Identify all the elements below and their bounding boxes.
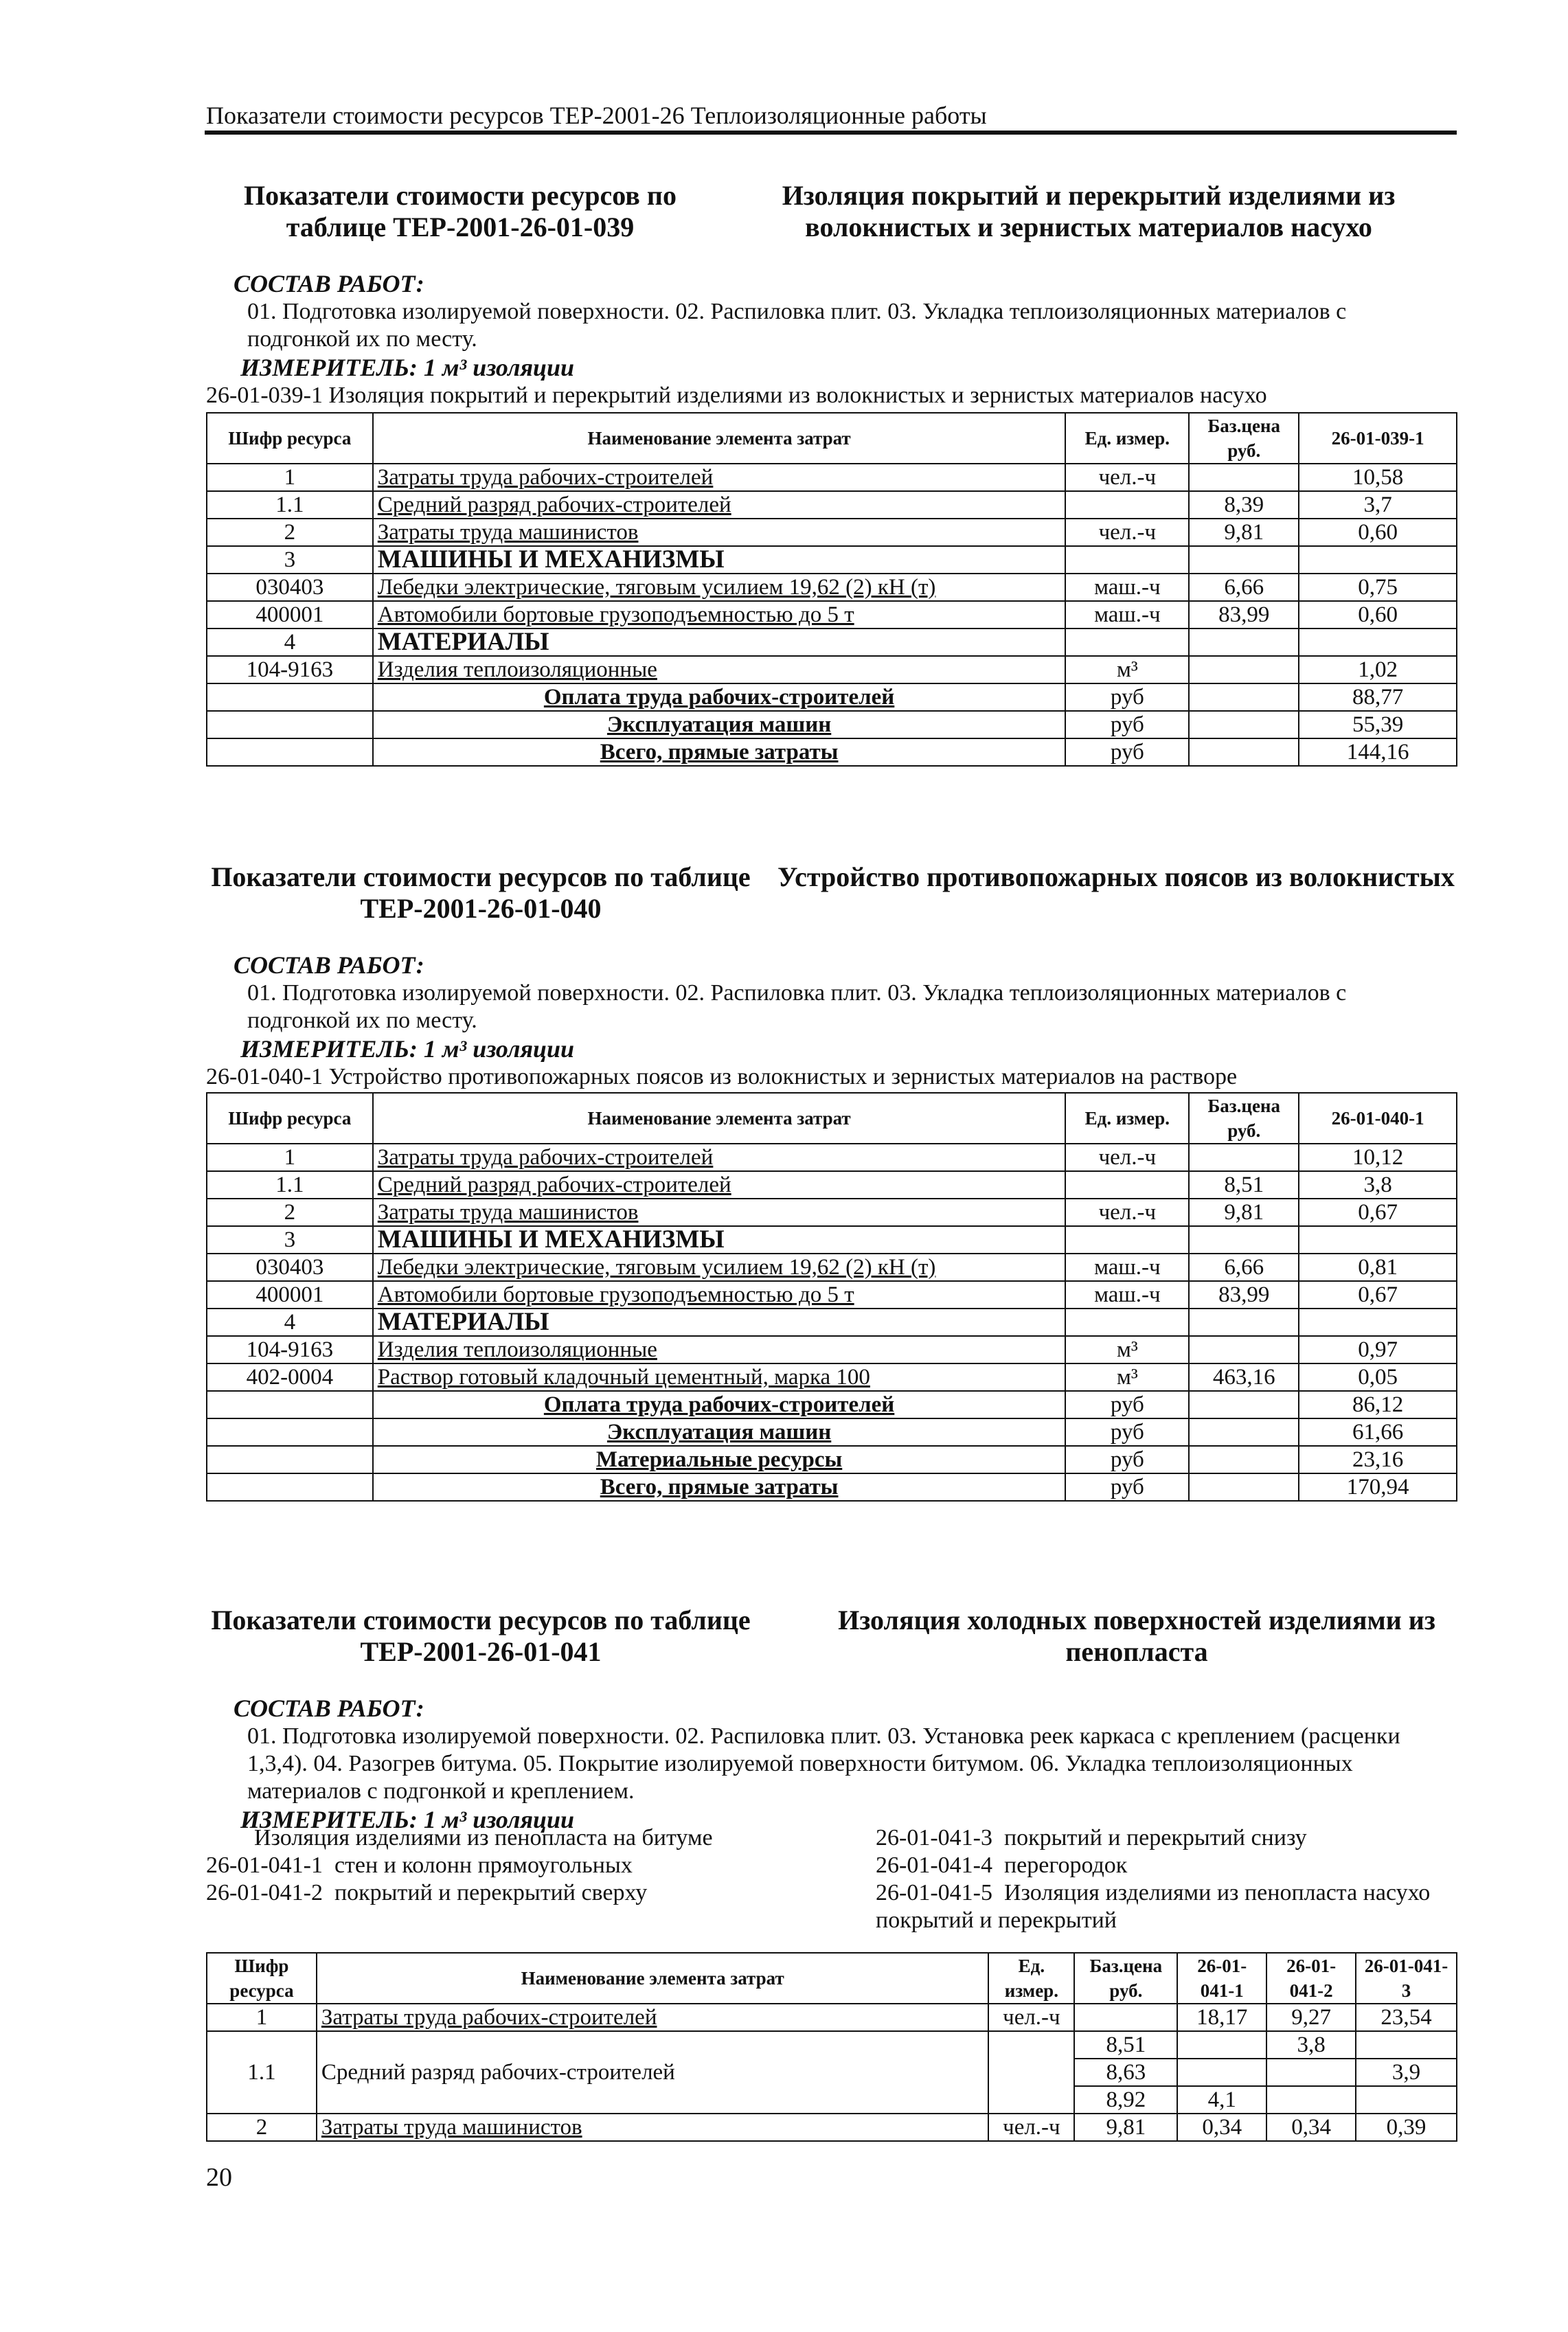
- cell-price: 6,66: [1189, 574, 1299, 601]
- section-041-work-label: СОСТАВ РАБОТ:: [234, 1695, 424, 1722]
- table-040-header-unit: Ед. измер.: [1065, 1093, 1189, 1144]
- cell-price: 463,16: [1189, 1363, 1299, 1391]
- total-name: Оплата труда рабочих-строителей: [373, 683, 1066, 711]
- cell-unit: [1065, 491, 1189, 519]
- table-row: [207, 1144, 1457, 1171]
- page-number: 20: [206, 2163, 232, 2192]
- table-row: [207, 601, 1457, 629]
- section-040-heading: [206, 861, 1456, 951]
- total-unit: руб: [1065, 1446, 1189, 1473]
- table-039: [206, 412, 1457, 767]
- cell-v3: 3,9: [1356, 2059, 1457, 2086]
- section-041-heading: [206, 1605, 1456, 1694]
- cell-name: МАШИНЫ И МЕХАНИЗМЫ: [373, 1226, 1066, 1254]
- cell-code: [207, 738, 373, 766]
- cell-code: 400001: [207, 601, 373, 629]
- list-code: 26-01-041-1: [206, 1853, 323, 1878]
- cell-unit: чел.-ч: [1065, 519, 1189, 546]
- cell-price: [1189, 1309, 1299, 1336]
- cell-price: [1189, 629, 1299, 656]
- cell-value: [1299, 629, 1457, 656]
- table-040-header-code: Шифр ресурса: [207, 1093, 373, 1144]
- total-row: [207, 1446, 1457, 1473]
- table-041: [206, 1952, 1457, 2142]
- total-unit: руб: [1065, 1418, 1189, 1446]
- total-unit: руб: [1065, 1391, 1189, 1418]
- section-041-list-right-2: [876, 1852, 1127, 1879]
- cell-v2: 0,34: [1266, 2114, 1356, 2141]
- table-row: [207, 2114, 1457, 2141]
- cell-code: 1.1: [207, 2031, 317, 2114]
- section-041-title-left: Показатели стоимости ресурсов по таблице ТЕР-2001-26-01-041: [211, 1605, 751, 1667]
- table-row: [207, 1336, 1457, 1363]
- cell-unit: чел.-ч: [988, 2004, 1074, 2031]
- cell-code: [207, 1446, 373, 1473]
- cell-v2: [1266, 2086, 1356, 2114]
- list-code: 26-01-041-3: [876, 1825, 992, 1850]
- cell-code: 3: [207, 1226, 373, 1254]
- section-041-list-right-1: [876, 1824, 1307, 1852]
- cell-v3: 23,54: [1356, 2004, 1457, 2031]
- section-040-title-left: Показатели стоимости ресурсов по таблице ТЕР-2001-26-01-040: [211, 861, 751, 924]
- total-name: Всего, прямые затраты: [373, 1473, 1066, 1501]
- cell-unit: м³: [1065, 1336, 1189, 1363]
- cell-value: 10,12: [1299, 1144, 1457, 1171]
- cell-code: [207, 1391, 373, 1418]
- section-041-work-text: 01. Подготовка изолируемой поверхности. 02. Распиловка плит. 03. Установка реек каркаса с креплением (расценки 1,3,4). 04. Разогрев битума. 05. Покрытие изолируемой поверхности битумом. 06. Укладка теплоизоляционных материалов с подгонкой и креплением.: [247, 1723, 1400, 1804]
- table-row: [207, 629, 1457, 656]
- total-name: Всего, прямые затраты: [373, 738, 1066, 766]
- table-row: [207, 491, 1457, 519]
- cell-price: 6,66: [1189, 1254, 1299, 1281]
- table-041-header-v3: 26-01-041-3: [1356, 1953, 1457, 2004]
- section-041-list-left-2: [206, 1879, 647, 1907]
- list-text: перегородок: [1003, 1853, 1128, 1878]
- table-row: [207, 1199, 1457, 1226]
- cell-unit: м³: [1065, 656, 1189, 683]
- total-name: Эксплуатация машин: [373, 711, 1066, 738]
- cell-name: МАШИНЫ И МЕХАНИЗМЫ: [373, 546, 1066, 574]
- cell-price: 83,99: [1189, 601, 1299, 629]
- cell-unit: маш.-ч: [1065, 1281, 1189, 1309]
- cell-name: Средний разряд рабочих-строителей: [373, 491, 1066, 519]
- section-041-title-right: Изоляция холодных поверхностей изделиями из пенопласта: [838, 1605, 1435, 1667]
- cell-price: 9,81: [1074, 2114, 1177, 2141]
- cell-value: 1,02: [1299, 656, 1457, 683]
- section-041-meter: ИЗМЕРИТЕЛЬ: 1 м³ изоляции: [240, 1806, 575, 1833]
- cell-unit: маш.-ч: [1065, 601, 1189, 629]
- section-039-title-right: Изоляция покрытий и перекрытий изделиями из волокнистых и зернистых материалов насухо: [782, 180, 1396, 242]
- cell-value: 0,60: [1299, 519, 1457, 546]
- cell-name: Изделия теплоизоляционные: [373, 1336, 1066, 1363]
- cell-code: 2: [207, 2114, 317, 2141]
- cell-v2: 3,8: [1266, 2031, 1356, 2059]
- cell-v1: 18,17: [1177, 2004, 1266, 2031]
- cell-value: 0,81: [1299, 1254, 1457, 1281]
- table-row: [207, 1309, 1457, 1336]
- cell-code: 1.1: [207, 1171, 373, 1199]
- cell-code: [207, 1418, 373, 1446]
- cell-price: 8,92: [1074, 2086, 1177, 2114]
- table-040-header-name: Наименование элемента затрат: [373, 1093, 1066, 1144]
- cell-name: Лебедки электрические, тяговым усилием 19,62 (2) кН (т): [373, 574, 1066, 601]
- table-row: [207, 2031, 1457, 2059]
- table-039-header-code: Шифр ресурса: [207, 413, 373, 464]
- cell-v3: [1356, 2031, 1457, 2059]
- cell-value: [1299, 1226, 1457, 1254]
- table-039-header-name: Наименование элемента затрат: [373, 413, 1066, 464]
- section-041-list-left-1: [206, 1852, 633, 1879]
- cell-v3: 0,39: [1356, 2114, 1457, 2141]
- cell-price: 8,39: [1189, 491, 1299, 519]
- cell-v1: [1177, 2059, 1266, 2086]
- section-040: [206, 861, 1456, 1091]
- table-row: [207, 1254, 1457, 1281]
- cell-v3: [1356, 2086, 1457, 2114]
- cell-price: [1189, 1391, 1299, 1418]
- cell-code: 1: [207, 1144, 373, 1171]
- total-value: 88,77: [1299, 683, 1457, 711]
- table-row: [207, 464, 1457, 491]
- cell-unit: чел.-ч: [1065, 1199, 1189, 1226]
- cell-value: 0,05: [1299, 1363, 1457, 1391]
- cell-code: [207, 711, 373, 738]
- cell-value: [1299, 1309, 1457, 1336]
- cell-price: 8,51: [1074, 2031, 1177, 2059]
- cell-name: Лебедки электрические, тяговым усилием 19,62 (2) кН (т): [373, 1254, 1066, 1281]
- cell-name: Затраты труда машинистов: [373, 519, 1066, 546]
- cell-value: 3,8: [1299, 1171, 1457, 1199]
- table-041-header-name: Наименование элемента затрат: [317, 1953, 989, 2004]
- cell-price: [1189, 1473, 1299, 1501]
- table-041-header-v2: 26-01-041-2: [1266, 1953, 1356, 2004]
- cell-code: 4: [207, 629, 373, 656]
- total-name: Эксплуатация машин: [373, 1418, 1066, 1446]
- cell-price: [1189, 1226, 1299, 1254]
- table-row: [207, 546, 1457, 574]
- list-text: покрытий и перекрытий снизу: [1003, 1825, 1307, 1850]
- cell-unit: маш.-ч: [1065, 574, 1189, 601]
- list-text: стен и колонн прямоугольных: [334, 1853, 633, 1878]
- section-040-meter: ИЗМЕРИТЕЛЬ: 1 м³ изоляции: [240, 1035, 575, 1063]
- cell-code: 104-9163: [207, 1336, 373, 1363]
- section-039-work-label: СОСТАВ РАБОТ:: [234, 270, 424, 297]
- total-value: 23,16: [1299, 1446, 1457, 1473]
- section-041: [206, 1605, 1456, 1834]
- total-row: [207, 683, 1457, 711]
- table-040-header-value: 26-01-040-1: [1299, 1093, 1457, 1144]
- cell-code: 104-9163: [207, 656, 373, 683]
- cell-code: 2: [207, 519, 373, 546]
- table-row: [207, 2004, 1457, 2031]
- header-rule: [205, 131, 1457, 135]
- cell-unit: [1065, 629, 1189, 656]
- section-039: [206, 180, 1456, 409]
- cell-code: 030403: [207, 1254, 373, 1281]
- cell-unit: м³: [1065, 1363, 1189, 1391]
- cell-value: 0,67: [1299, 1199, 1457, 1226]
- total-value: 170,94: [1299, 1473, 1457, 1501]
- cell-unit: чел.-ч: [1065, 464, 1189, 491]
- cell-unit: [1065, 546, 1189, 574]
- total-unit: руб: [1065, 683, 1189, 711]
- cell-unit: маш.-ч: [1065, 1254, 1189, 1281]
- cell-name: Затраты труда машинистов: [317, 2114, 989, 2141]
- total-row: [207, 1391, 1457, 1418]
- total-unit: руб: [1065, 1473, 1189, 1501]
- cell-price: [1189, 1144, 1299, 1171]
- table-040: [206, 1092, 1457, 1502]
- cell-code: 402-0004: [207, 1363, 373, 1391]
- section-040-work-label: СОСТАВ РАБОТ:: [234, 951, 424, 979]
- cell-code: 1: [207, 464, 373, 491]
- cell-price: [1074, 2004, 1177, 2031]
- table-row: [207, 1363, 1457, 1391]
- cell-price: [1189, 683, 1299, 711]
- total-value: 55,39: [1299, 711, 1457, 738]
- cell-value: 0,97: [1299, 1336, 1457, 1363]
- section-039-work-text: 01. Подготовка изолируемой поверхности. 02. Распиловка плит. 03. Укладка теплоизоляционных материалов с подгонкой их по месту.: [247, 299, 1347, 352]
- table-039-body: [207, 464, 1457, 766]
- cell-price: [1189, 1446, 1299, 1473]
- table-row: [207, 656, 1457, 683]
- cell-code: 2: [207, 1199, 373, 1226]
- cell-unit: [988, 2031, 1074, 2114]
- list-code: 26-01-041-5: [876, 1880, 992, 1905]
- cell-v1: 0,34: [1177, 2114, 1266, 2141]
- cell-value: 0,75: [1299, 574, 1457, 601]
- table-041-header-price: Баз.цена руб.: [1074, 1953, 1177, 2004]
- total-unit: руб: [1065, 738, 1189, 766]
- cell-price: 9,81: [1189, 1199, 1299, 1226]
- cell-name: Автомобили бортовые грузоподъемностью до 5 т: [373, 601, 1066, 629]
- cell-unit: [1065, 1309, 1189, 1336]
- table-row: [207, 519, 1457, 546]
- cell-unit: [1065, 1226, 1189, 1254]
- total-name: Материальные ресурсы: [373, 1446, 1066, 1473]
- total-value: 144,16: [1299, 738, 1457, 766]
- section-039-meter: ИЗМЕРИТЕЛЬ: 1 м³ изоляции: [240, 354, 575, 381]
- cell-name: Затраты труда машинистов: [373, 1199, 1066, 1226]
- table-039-header-value: 26-01-039-1: [1299, 413, 1457, 464]
- total-value: 61,66: [1299, 1418, 1457, 1446]
- cell-name: Затраты труда рабочих-строителей: [317, 2004, 989, 2031]
- cell-code: 1: [207, 2004, 317, 2031]
- list-code: 26-01-041-4: [876, 1853, 992, 1878]
- section-041-list-right-3: [876, 1879, 1446, 1934]
- table-039-header-unit: Ед. измер.: [1065, 413, 1189, 464]
- cell-value: [1299, 546, 1457, 574]
- table-row: [207, 1171, 1457, 1199]
- cell-price: 9,81: [1189, 519, 1299, 546]
- total-row: [207, 1418, 1457, 1446]
- cell-value: 3,7: [1299, 491, 1457, 519]
- cell-value: 0,60: [1299, 601, 1457, 629]
- cell-v1: [1177, 2031, 1266, 2059]
- cell-price: [1189, 546, 1299, 574]
- table-041-header-unit: Ед. измер.: [988, 1953, 1074, 2004]
- cell-price: [1189, 656, 1299, 683]
- section-039-code-line: 26-01-039-1 Изоляция покрытий и перекрытий изделиями из волокнистых и зернистых материалов насухо: [206, 383, 1267, 408]
- section-039-title-left: Показатели стоимости ресурсов по таблице ТЕР-2001-26-01-039: [244, 180, 677, 242]
- cell-name: МАТЕРИАЛЫ: [373, 1309, 1066, 1336]
- cell-code: 030403: [207, 574, 373, 601]
- cell-code: [207, 1473, 373, 1501]
- cell-v2: 9,27: [1266, 2004, 1356, 2031]
- cell-code: 4: [207, 1309, 373, 1336]
- cell-price: 83,99: [1189, 1281, 1299, 1309]
- total-name: Оплата труда рабочих-строителей: [373, 1391, 1066, 1418]
- cell-price: [1189, 738, 1299, 766]
- total-unit: руб: [1065, 711, 1189, 738]
- cell-name: Затраты труда рабочих-строителей: [373, 1144, 1066, 1171]
- list-text: Изоляция изделиями из пенопласта насухо покрытий и перекрытий: [876, 1880, 1431, 1933]
- cell-value: 0,67: [1299, 1281, 1457, 1309]
- total-row: [207, 1473, 1457, 1501]
- cell-code: 1.1: [207, 491, 373, 519]
- list-text: покрытий и перекрытий сверху: [334, 1880, 648, 1905]
- cell-price: 8,51: [1189, 1171, 1299, 1199]
- cell-name: Автомобили бортовые грузоподъемностью до 5 т: [373, 1281, 1066, 1309]
- table-040-header-price: Баз.цена руб.: [1189, 1093, 1299, 1144]
- cell-v2: [1266, 2059, 1356, 2086]
- section-040-code-line: 26-01-040-1 Устройство противопожарных поясов из волокнистых и зернистых материалов на растворе: [206, 1064, 1238, 1089]
- table-row: [207, 574, 1457, 601]
- cell-unit: чел.-ч: [1065, 1144, 1189, 1171]
- total-row: [207, 738, 1457, 766]
- cell-name: Затраты труда рабочих-строителей: [373, 464, 1066, 491]
- cell-value: 10,58: [1299, 464, 1457, 491]
- cell-code: [207, 683, 373, 711]
- cell-price: [1189, 1336, 1299, 1363]
- section-039-heading: [206, 180, 1456, 269]
- table-040-body: [207, 1144, 1457, 1501]
- cell-name: Средний разряд рабочих-строителей: [373, 1171, 1066, 1199]
- total-row: [207, 711, 1457, 738]
- cell-v1: 4,1: [1177, 2086, 1266, 2114]
- cell-name: МАТЕРИАЛЫ: [373, 629, 1066, 656]
- table-041-header-v1: 26-01-041-1: [1177, 1953, 1266, 2004]
- section-040-title-right: Устройство противопожарных поясов из волокнистых: [777, 861, 1455, 892]
- table-041-body: [207, 2004, 1457, 2141]
- cell-name: Средний разряд рабочих-строителей: [317, 2031, 989, 2114]
- cell-unit: чел.-ч: [988, 2114, 1074, 2141]
- cell-name: Изделия теплоизоляционные: [373, 656, 1066, 683]
- section-041-list-title: Изоляция изделиями из пенопласта на битуме: [254, 1825, 713, 1850]
- cell-code: 3: [207, 546, 373, 574]
- cell-name: Раствор готовый кладочный цементный, марка 100: [373, 1363, 1066, 1391]
- cell-price: 8,63: [1074, 2059, 1177, 2086]
- cell-code: 400001: [207, 1281, 373, 1309]
- total-value: 86,12: [1299, 1391, 1457, 1418]
- cell-price: [1189, 464, 1299, 491]
- table-039-header-price: Баз.цена руб.: [1189, 413, 1299, 464]
- table-row: [207, 1226, 1457, 1254]
- table-row: [207, 1281, 1457, 1309]
- table-041-header-code: Шифр ресурса: [207, 1953, 317, 2004]
- cell-price: [1189, 711, 1299, 738]
- cell-price: [1189, 1418, 1299, 1446]
- cell-unit: [1065, 1171, 1189, 1199]
- list-code: 26-01-041-2: [206, 1880, 323, 1905]
- running-header: Показатели стоимости ресурсов ТЕР-2001-26 Теплоизоляционные работы: [206, 102, 987, 129]
- section-040-work-text: 01. Подготовка изолируемой поверхности. 02. Распиловка плит. 03. Укладка теплоизоляционных материалов с подгонкой их по месту.: [247, 980, 1347, 1033]
